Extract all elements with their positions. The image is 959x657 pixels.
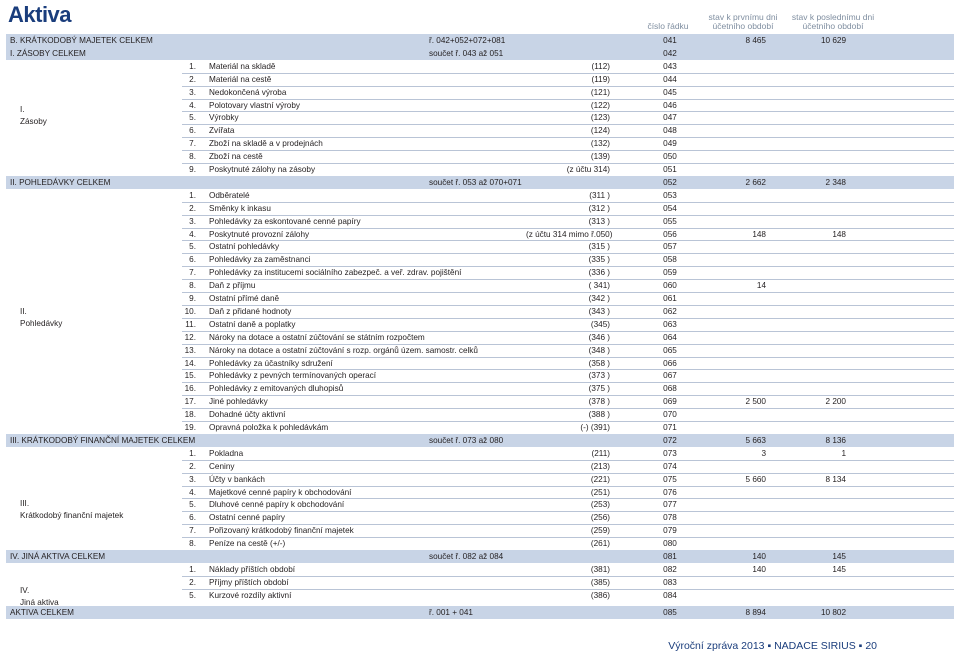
item-number: 19.: [184, 423, 196, 432]
account-ref: (311 ): [589, 190, 610, 200]
table-row: [6, 576, 954, 589]
row-code: 066: [663, 358, 677, 368]
section-row: [6, 47, 954, 60]
item-label: Ostatní daně a poplatky: [209, 319, 296, 329]
item-number: 2.: [189, 203, 196, 213]
item-number: 2.: [189, 577, 196, 587]
item-label: Jiné pohledávky: [209, 397, 268, 407]
account-ref: (-) (391): [580, 423, 610, 432]
item-label: Pohledávky za účastníky sdružení: [209, 358, 333, 368]
item-number: 5.: [189, 242, 196, 252]
account-ref: (251): [590, 487, 610, 497]
account-ref: (253): [590, 500, 610, 510]
item-number: 5.: [189, 113, 196, 123]
item-label: Pohledávky za zaměstnanci: [209, 255, 311, 265]
table-row: [6, 473, 954, 486]
account-ref: (z účtu 314 mimo ř.050): [526, 229, 613, 239]
account-ref: součet ř. 053 až 070+071: [429, 177, 522, 187]
table-row: [6, 589, 954, 602]
account-ref: (213): [590, 461, 610, 471]
value-first-day: 3: [761, 448, 766, 458]
item-label: Pohledávky z emitovaných dluhopisů: [209, 384, 344, 394]
account-ref: (342 ): [588, 294, 610, 303]
total-row: [6, 606, 954, 619]
table-row: [6, 563, 954, 576]
value-first-day: 8 894: [745, 607, 766, 617]
group-roman: IV.: [20, 586, 30, 595]
item-label: Daň z přidané hodnoty: [209, 306, 292, 316]
account-ref: (122): [590, 100, 610, 110]
table-row: [6, 215, 954, 228]
item-number: 8.: [189, 152, 196, 162]
row-code: 073: [663, 448, 677, 458]
value-last-day: 10 802: [820, 607, 846, 617]
row-code: 062: [663, 306, 677, 316]
row-code: 060: [663, 281, 677, 291]
item-label: Poskytnuté zálohy na zásoby: [209, 165, 316, 174]
item-label: Poskytnuté provozní zálohy: [209, 229, 310, 239]
group-roman: I.: [20, 105, 25, 114]
item-label: Materiál na cestě: [209, 74, 272, 84]
item-number: 11.: [185, 319, 196, 329]
item-label: Zboží na cestě: [209, 152, 263, 162]
account-ref: (378 ): [588, 397, 610, 407]
row-code: 063: [663, 319, 677, 329]
account-ref: (373 ): [588, 371, 610, 381]
row-code: 051: [663, 165, 677, 174]
row-code: 049: [663, 139, 677, 149]
item-label: Směnky k inkasu: [209, 203, 271, 213]
section-label: IV. JINÁ AKTIVA CELKEM: [10, 552, 106, 561]
group-jina: [20, 585, 59, 609]
table-row: [6, 240, 954, 253]
value-last-day: 145: [832, 552, 846, 561]
table-row: [6, 369, 954, 382]
table-row: [6, 150, 954, 163]
item-number: 6.: [189, 513, 196, 523]
value-last-day: 8 136: [825, 435, 846, 445]
row-code: 044: [663, 74, 677, 84]
item-label: Pokladna: [209, 448, 244, 458]
value-first-day: 140: [752, 564, 766, 574]
table-row: [6, 305, 954, 318]
row-code: 054: [663, 203, 677, 213]
row-code: 081: [663, 552, 677, 561]
table-row: [6, 511, 954, 524]
item-label: Ceniny: [209, 461, 235, 471]
row-code: 056: [663, 229, 677, 239]
table-row: [6, 537, 954, 550]
table-row: [6, 331, 954, 344]
account-ref: (348 ): [588, 345, 610, 355]
group-name: Pohledávky: [20, 319, 63, 328]
item-label: Pohledávky za eskontované cenné papíry: [209, 216, 361, 226]
item-number: 9.: [189, 165, 196, 174]
table-row: [6, 486, 954, 499]
table-row: [6, 395, 954, 408]
account-ref: ř. 001 + 041: [429, 607, 473, 617]
item-label: Dluhové cenné papíry k obchodování: [209, 500, 345, 510]
row-code: 043: [663, 61, 677, 71]
item-label: Kurzové rozdíly aktivní: [209, 590, 292, 600]
account-ref: (385): [590, 577, 610, 587]
item-label: Pořizovaný krátkodobý finanční majetek: [209, 526, 354, 536]
item-number: 13.: [184, 345, 196, 355]
item-number: 15.: [184, 371, 196, 381]
item-number: 3.: [189, 216, 196, 226]
account-ref: (132): [590, 139, 610, 149]
row-code: 083: [663, 577, 677, 587]
item-number: 6.: [189, 126, 196, 136]
table-row: [6, 124, 954, 137]
value-first-day: 2 500: [745, 397, 766, 407]
account-ref: ( 341): [588, 281, 610, 291]
table-row: [6, 318, 954, 331]
row-code: 048: [663, 126, 677, 136]
item-number: 3.: [189, 474, 196, 484]
section-label: III. KRÁTKODOBÝ FINANČNÍ MAJETEK CELKEM: [10, 435, 196, 445]
row-code: 064: [663, 332, 677, 342]
account-ref: (259): [590, 526, 610, 536]
row-code: 050: [663, 152, 677, 162]
row-code: 069: [663, 397, 677, 407]
row-code: 071: [663, 423, 677, 432]
account-ref: (335 ): [588, 255, 610, 265]
group-roman: II.: [20, 307, 27, 316]
value-last-day: 10 629: [820, 36, 846, 45]
item-label: Polotovary vlastní výroby: [209, 100, 301, 110]
row-code: 085: [663, 607, 677, 617]
item-number: 4.: [189, 487, 196, 497]
value-last-day: 2 348: [825, 177, 846, 187]
row-code: 041: [663, 36, 677, 45]
item-label: Zboží na skladě a v prodejnách: [209, 139, 323, 149]
item-label: Opravná položka k pohledávkám: [209, 423, 329, 432]
item-label: Materiál na skladě: [209, 61, 276, 71]
value-first-day: 8 465: [745, 36, 766, 45]
item-number: 17.: [184, 397, 196, 407]
value-last-day: 2 200: [825, 397, 846, 407]
group-name: Zásoby: [20, 117, 47, 126]
item-number: 8.: [189, 539, 196, 549]
item-label: Odběratelé: [209, 190, 250, 200]
group-pohledavky: [20, 306, 62, 330]
account-ref: (z účtu 314): [566, 165, 610, 174]
table-row: [6, 99, 954, 112]
item-number: 14.: [184, 358, 196, 368]
section-label: II. POHLEDÁVKY CELKEM: [10, 177, 111, 187]
value-last-day: 145: [832, 564, 846, 574]
table-row: [6, 60, 954, 73]
section-label: B. KRÁTKODOBÝ MAJETEK CELKEM: [10, 36, 153, 45]
item-number: 7.: [189, 268, 196, 278]
account-ref: (119): [591, 74, 610, 84]
header-code: číslo řádku: [647, 21, 689, 31]
account-ref: (388 ): [588, 410, 610, 420]
item-label: Nedokončená výroba: [209, 87, 287, 97]
row-code: 072: [663, 435, 677, 445]
item-number: 7.: [189, 526, 196, 536]
table-row: [6, 111, 954, 124]
row-code: 055: [663, 216, 677, 226]
row-code: 045: [663, 87, 677, 97]
row-code: 074: [663, 461, 677, 471]
table-row: [6, 460, 954, 473]
item-number: 6.: [189, 255, 196, 265]
item-label: Ostatní cenné papíry: [209, 513, 286, 523]
value-first-day: 148: [752, 229, 766, 239]
item-number: 8.: [189, 281, 196, 291]
group-roman: III.: [20, 499, 30, 508]
value-first-day: 5 663: [745, 435, 766, 445]
row-code: 082: [663, 564, 677, 574]
account-ref: (139): [590, 152, 610, 162]
value-last-day: 8 134: [825, 474, 846, 484]
account-ref: (381): [590, 564, 610, 574]
account-ref: (124): [590, 126, 610, 136]
account-ref: (256): [590, 513, 610, 523]
account-ref: (375 ): [588, 384, 610, 394]
item-label: Účty v bankách: [209, 474, 265, 484]
item-number: 2.: [189, 461, 196, 471]
item-number: 5.: [189, 500, 196, 510]
table-row: [6, 73, 954, 86]
item-number: 4.: [189, 229, 196, 239]
account-ref: (336 ): [588, 268, 610, 278]
account-ref: (386): [590, 590, 610, 600]
item-number: 2.: [189, 74, 196, 84]
item-label: Majetkové cenné papíry k obchodování: [209, 487, 352, 497]
item-number: 10.: [184, 306, 196, 316]
table-row: [6, 266, 954, 279]
item-label: Ostatní pohledávky: [209, 242, 280, 252]
row-code: 079: [663, 526, 677, 536]
item-label: Náklady příštích období: [209, 564, 296, 574]
row-code: 067: [663, 371, 677, 381]
value-last-day: 1: [841, 448, 846, 458]
table-row: [6, 524, 954, 537]
table-row: [6, 202, 954, 215]
section-row: [6, 550, 954, 563]
item-number: 16.: [184, 384, 196, 394]
row-code: 068: [663, 384, 677, 394]
item-number: 9.: [189, 294, 196, 303]
section-row: [6, 176, 954, 189]
table-row: [6, 344, 954, 357]
item-number: 1.: [189, 190, 196, 200]
item-label: Příjmy příštích období: [209, 577, 289, 587]
account-ref: (121): [590, 87, 610, 97]
row-code: 047: [663, 113, 677, 123]
row-code: 057: [663, 242, 677, 252]
account-ref: (343 ): [588, 306, 610, 316]
item-label: Zvířata: [209, 126, 235, 136]
item-number: 12.: [184, 332, 196, 342]
group-financni: [20, 498, 123, 522]
item-number: 7.: [189, 139, 196, 149]
account-ref: ř. 042+052+072+081: [429, 36, 506, 45]
account-ref: (123): [590, 113, 610, 123]
group-name: Krátkodobý finanční majetek: [20, 511, 124, 520]
section-label: I. ZÁSOBY CELKEM: [10, 48, 86, 58]
item-label: Dohadné účty aktivní: [209, 410, 286, 420]
row-code: 053: [663, 190, 677, 200]
table-row: [6, 279, 954, 292]
row-code: 075: [663, 474, 677, 484]
account-ref: součet ř. 073 až 080: [429, 435, 504, 445]
item-number: 5.: [189, 590, 196, 600]
row-code: 084: [663, 590, 677, 600]
footer: Výroční zpráva 2013 ▪ NADACE SIRIUS ▪ 20: [668, 640, 877, 652]
section-row: [6, 434, 954, 447]
table-row: [6, 137, 954, 150]
item-label: Výrobky: [209, 113, 239, 123]
item-label: Nároky na dotace a ostatní zúčtování s rozp. orgánů územ. samostr. celků: [209, 345, 478, 355]
group-zasoby: [20, 104, 47, 128]
item-number: 3.: [189, 87, 196, 97]
row-code: 052: [663, 177, 677, 187]
value-first-day: 5 660: [745, 474, 766, 484]
item-label: Nároky na dotace a ostatní zúčtování se státním rozpočtem: [209, 332, 425, 342]
item-number: 1.: [189, 564, 196, 574]
table-row: [6, 447, 954, 460]
section-row: [6, 34, 954, 47]
table-row: [6, 498, 954, 511]
value-first-day: 140: [752, 552, 766, 561]
table-row: [6, 163, 954, 176]
row-code: 076: [663, 487, 677, 497]
account-ref: (261): [590, 539, 610, 549]
row-code: 077: [663, 500, 677, 510]
account-ref: součet ř. 082 až 084: [429, 552, 504, 561]
value-first-day: 14: [756, 281, 766, 291]
row-code: 058: [663, 255, 677, 265]
value-last-day: 148: [832, 229, 846, 239]
item-number: 1.: [189, 61, 196, 71]
row-code: 080: [663, 539, 677, 549]
account-ref: součet ř. 043 až 051: [429, 48, 504, 58]
account-ref: (312 ): [588, 203, 610, 213]
account-ref: (345): [590, 319, 610, 329]
group-name: Jiná aktiva: [20, 598, 59, 607]
table-row: [6, 86, 954, 99]
table-row: [6, 357, 954, 370]
item-number: 1.: [189, 448, 196, 458]
row-code: 042: [663, 48, 677, 58]
page-title: Aktiva: [8, 2, 72, 27]
table-row: [6, 292, 954, 305]
item-label: Daň z příjmu: [209, 281, 256, 291]
table-row: [6, 421, 954, 434]
header-last: stav k poslednímu dni účetního období: [791, 12, 875, 31]
row-code: 070: [663, 410, 677, 420]
item-label: Pohledávky za institucemi sociálního zabezpeč. a veř. zdrav. pojištění: [209, 268, 462, 278]
account-ref: (346 ): [588, 332, 610, 342]
row-code: 046: [663, 100, 677, 110]
item-label: Ostatní přímé daně: [209, 294, 280, 303]
item-label: Peníze na cestě (+/-): [209, 539, 286, 549]
table-row: [6, 228, 954, 241]
header-prev: stav k prvnímu dni účetního období: [708, 12, 778, 31]
row-code: 078: [663, 513, 677, 523]
value-first-day: 2 662: [745, 177, 766, 187]
account-ref: (112): [591, 61, 610, 71]
account-ref: (221): [590, 474, 610, 484]
row-code: 061: [663, 294, 677, 303]
account-ref: (358 ): [588, 358, 610, 368]
item-number: 4.: [189, 100, 196, 110]
table-row: [6, 189, 954, 202]
account-ref: (211): [591, 448, 610, 458]
section-label: AKTIVA CELKEM: [10, 607, 75, 617]
account-ref: (315 ): [588, 242, 610, 252]
account-ref: (313 ): [588, 216, 610, 226]
row-code: 065: [663, 345, 677, 355]
table-row: [6, 253, 954, 266]
table-row: [6, 408, 954, 421]
item-label: Pohledávky z pevných termínovaných operací: [209, 371, 377, 381]
row-code: 059: [663, 268, 677, 278]
item-number: 18.: [184, 410, 196, 420]
table-row: [6, 382, 954, 395]
